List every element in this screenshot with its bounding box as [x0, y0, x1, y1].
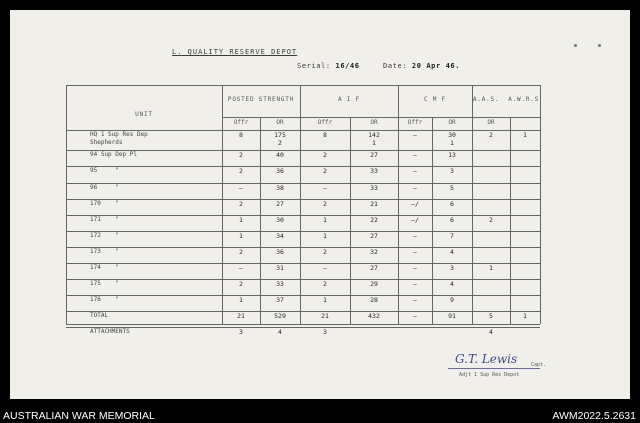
table-cell: 27 — [276, 200, 284, 208]
table-unit-label: 94 Sup Dep Pl — [90, 151, 137, 158]
table-cell: – — [413, 296, 417, 304]
table-unit-label: 173 " — [90, 248, 119, 255]
table-cell: 1 — [239, 296, 243, 304]
table-cell: 1 — [523, 312, 527, 320]
table-cell: 432 — [368, 312, 380, 320]
table-cell: 3 — [450, 167, 454, 175]
table-cell: 27 — [370, 151, 378, 159]
table-cell: 27 — [370, 264, 378, 272]
table-group-header: UNIT — [135, 111, 153, 118]
date-field — [383, 62, 460, 70]
table-cell: 4 — [450, 248, 454, 256]
table-cell: 34 — [276, 232, 284, 240]
table-cell: 27 — [370, 232, 378, 240]
table-cell: 1 — [239, 232, 243, 240]
table-sub-header: Offr — [407, 119, 423, 126]
table-cell: 36 — [276, 248, 284, 256]
table-cell: 40 — [276, 151, 284, 159]
table-unit-label: 171 " — [90, 216, 119, 223]
table-cell: 1 — [523, 131, 527, 139]
date-value: 20 Apr 46. — [411, 62, 461, 70]
table-cell: 28 — [370, 296, 378, 304]
table-cell: 33 — [370, 167, 378, 175]
table-group-header: POSTED STRENGTH — [227, 96, 295, 103]
table-cell: – — [413, 264, 417, 272]
table-cell: 2 — [323, 200, 327, 208]
punch-hole — [574, 44, 577, 47]
serial-value: 16/46 — [335, 62, 360, 70]
table-column-divider — [510, 117, 511, 324]
table-cell: 29 — [370, 280, 378, 288]
table-cell: 2 — [239, 151, 243, 159]
table-cell: – — [239, 184, 243, 192]
table-cell: – — [413, 280, 417, 288]
signature: G.T. Lewis — [455, 352, 518, 366]
table-cell: – — [239, 264, 243, 272]
table-cell: 2 — [489, 131, 493, 139]
table-border-top — [66, 85, 540, 86]
table-cell: 142 1 — [368, 131, 380, 147]
table-group-header: C M F — [423, 96, 447, 103]
table-cell: 7 — [450, 232, 454, 240]
table-sub-header: Offr — [317, 119, 333, 126]
table-cell: 21 — [321, 312, 329, 320]
table-cell: 3 — [323, 328, 327, 336]
table-cell: 38 — [276, 184, 284, 192]
table-cell: 1 — [323, 232, 327, 240]
table-border-right — [540, 85, 541, 324]
table-cell: 1 — [489, 264, 493, 272]
table-cell: –/ — [411, 216, 419, 224]
table-unit-label: 176 " — [90, 296, 119, 303]
serial-label: Serial: — [297, 62, 331, 70]
table-cell: – — [413, 232, 417, 240]
table-cell: 3 — [239, 328, 243, 336]
footer-credit: AUSTRALIAN WAR MEMORIAL — [3, 410, 155, 422]
table-sub-header: OR — [448, 119, 456, 126]
signature-rank: Capt. — [531, 362, 547, 368]
table-cell: 4 — [450, 280, 454, 288]
table-cell: – — [323, 184, 327, 192]
table-cell: 22 — [370, 216, 378, 224]
table-cell: 4 — [278, 328, 282, 336]
table-cell: 1 — [323, 296, 327, 304]
table-cell: 13 — [448, 151, 456, 159]
table-border-bottom — [66, 324, 540, 325]
table-cell: 175 2 — [274, 131, 286, 147]
table-cell: 32 — [370, 248, 378, 256]
table-unit-label: 95 " — [90, 167, 119, 174]
table-unit-label: ATTACHMENTS — [90, 328, 130, 335]
table-cell: – — [323, 264, 327, 272]
table-cell: –/ — [411, 200, 419, 208]
table-cell: 2 — [239, 280, 243, 288]
table-unit-label: 96 " — [90, 184, 119, 191]
table-cell: 30 1 — [448, 131, 456, 147]
table-sub-header: OR — [370, 119, 378, 126]
footer-accession-id: AWM2022.5.2631 — [552, 410, 636, 422]
table-border-left — [66, 85, 67, 324]
table-cell: 3 — [450, 264, 454, 272]
table-cell: 8 — [323, 131, 327, 139]
table-cell: 2 — [489, 216, 493, 224]
table-cell: 36 — [276, 167, 284, 175]
table-cell: 21 — [370, 200, 378, 208]
document-page — [10, 10, 630, 399]
table-cell: – — [413, 312, 417, 320]
table-unit-label: 174 " — [90, 264, 119, 271]
table-cell: 2 — [323, 151, 327, 159]
table-cell: 5 — [450, 184, 454, 192]
table-cell: 2 — [323, 280, 327, 288]
table-cell: 8 — [239, 131, 243, 139]
table-cell: 33 — [276, 280, 284, 288]
table-cell: 31 — [276, 264, 284, 272]
table-cell: 6 — [450, 216, 454, 224]
table-sub-header: Offr — [233, 119, 249, 126]
table-cell: 1 — [239, 216, 243, 224]
table-sub-header: OR — [487, 119, 495, 126]
table-cell: – — [413, 151, 417, 159]
table-unit-label: 175 " — [90, 280, 119, 287]
table-cell: 9 — [450, 296, 454, 304]
table-unit-label: 172 " — [90, 232, 119, 239]
table-unit-label: HQ 1 Sup Res Dep Shepherds — [90, 131, 148, 146]
table-sub-header: OR — [276, 119, 284, 126]
signature-title: Adjt 1 Sup Res Depot — [459, 372, 520, 378]
table-cell: – — [413, 184, 417, 192]
table-cell: 91 — [448, 312, 456, 320]
table-cell: 5 — [489, 312, 493, 320]
serial-field — [297, 62, 360, 70]
table-cell: 2 — [239, 167, 243, 175]
signature-line — [448, 368, 540, 369]
table-cell: – — [413, 248, 417, 256]
document-heading: L. QUALITY RESERVE DEPOT — [172, 48, 298, 56]
table-unit-label: 170 " — [90, 200, 119, 207]
table-cell: 4 — [489, 328, 493, 336]
table-cell: – — [413, 131, 417, 139]
table-header-divider — [222, 117, 540, 118]
table-cell: 30 — [276, 216, 284, 224]
table-unit-label: TOTAL — [90, 312, 109, 319]
table-cell: 21 — [237, 312, 245, 320]
table-cell: 37 — [276, 296, 284, 304]
table-cell: 2 — [323, 167, 327, 175]
table-cell: 6 — [450, 200, 454, 208]
table-cell: 2 — [239, 200, 243, 208]
table-group-header: A.A.S. A.W.R.S — [472, 96, 540, 103]
table-group-header: A I F — [337, 96, 361, 103]
table-cell: 2 — [239, 248, 243, 256]
punch-hole — [598, 44, 601, 47]
table-cell: – — [413, 167, 417, 175]
table-cell: 1 — [323, 216, 327, 224]
table-cell: 529 — [274, 312, 286, 320]
table-cell: 2 — [323, 248, 327, 256]
date-label: Date: — [383, 62, 408, 70]
table-cell: 33 — [370, 184, 378, 192]
